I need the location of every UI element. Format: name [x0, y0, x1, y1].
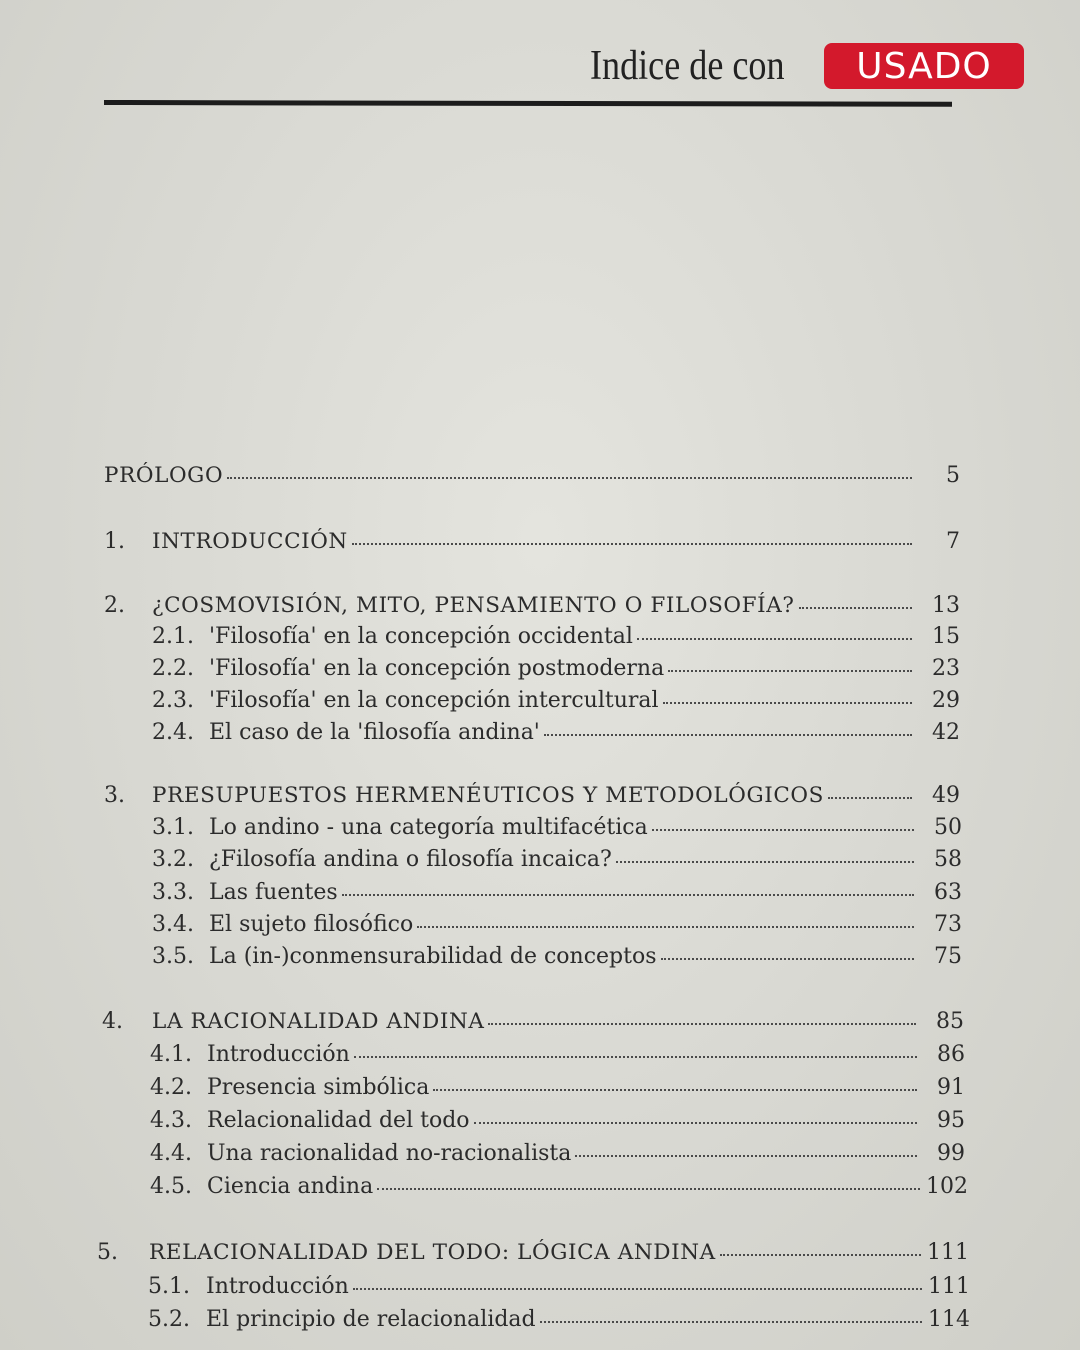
toc-page-number: 49: [932, 783, 960, 808]
toc-page-number: 102: [926, 1174, 968, 1199]
page-header-title: Indice de con: [590, 43, 785, 89]
toc-entry-number: 4.: [102, 1009, 123, 1034]
toc-section-entry: [152, 685, 960, 717]
toc-leader-dots: [377, 1188, 920, 1190]
toc-page-number: 23: [932, 656, 960, 681]
toc-section-entry: [150, 1105, 965, 1137]
toc-entry-number: 3.1.: [152, 815, 194, 840]
toc-page-number: 85: [936, 1009, 964, 1034]
toc-entry-number: 4.4.: [150, 1141, 192, 1166]
toc-page-number: 13: [932, 593, 960, 618]
toc-entry-number: 3.2.: [152, 847, 194, 872]
toc-entry-number: 4.2.: [150, 1075, 192, 1100]
toc-leader-dots: [652, 829, 914, 831]
toc-section-entry: [150, 1171, 968, 1203]
toc-entry-title: Presencia simbólica: [207, 1075, 430, 1100]
toc-leader-dots: [488, 1023, 916, 1025]
header-rule: [104, 100, 952, 107]
toc-entry-title: Introducción: [206, 1274, 349, 1299]
toc-entry-number: 5.2.: [148, 1307, 190, 1332]
toc-section-entry: [152, 877, 962, 909]
toc-leader-dots: [720, 1254, 921, 1256]
toc-entry-title: Ciencia andina: [207, 1174, 374, 1199]
toc-leader-dots: [352, 543, 912, 545]
toc-page-number: 75: [934, 944, 962, 969]
used-badge: USADO: [824, 43, 1024, 89]
toc-chapter-entry: [104, 590, 960, 622]
toc-entry-number: 2.4.: [152, 720, 194, 745]
toc-page-number: 50: [934, 815, 962, 840]
toc-page-number: 58: [934, 847, 962, 872]
toc-entry-title: El principio de relacionalidad: [206, 1307, 536, 1332]
toc-entry-title: Una racionalidad no-racionalista: [207, 1141, 572, 1166]
toc-entry-title: 'Filosofía' en la concepción intercultural: [209, 688, 659, 713]
toc-page-number: 5: [946, 463, 960, 488]
toc-section-entry: [152, 653, 960, 685]
toc-entry-number: 5.1.: [148, 1274, 190, 1299]
toc-page-number: 63: [934, 880, 962, 905]
toc-leader-dots: [661, 958, 915, 960]
toc-leader-dots: [828, 797, 912, 799]
toc-entry-title: ¿COSMOVISIÓN, MITO, PENSAMIENTO O FILOSOFÍA?: [152, 593, 795, 618]
toc-page-number: 86: [937, 1042, 965, 1067]
toc-entry-number: 3.3.: [152, 880, 194, 905]
toc-page-number: 91: [937, 1075, 965, 1100]
toc-leader-dots: [616, 861, 914, 863]
toc-entry-number: 2.3.: [152, 688, 194, 713]
toc-leader-dots: [353, 1288, 922, 1290]
toc-entry-title: PRÓLOGO: [104, 463, 224, 488]
toc-entry-number: 3.5.: [152, 944, 194, 969]
toc-entry-number: 4.3.: [150, 1108, 192, 1133]
toc-leader-dots: [663, 702, 912, 704]
toc-section-entry: [148, 1304, 970, 1336]
toc-page-number: 29: [932, 688, 960, 713]
toc-entry-title: LA RACIONALIDAD ANDINA: [152, 1009, 485, 1034]
toc-entry-title: 'Filosofía' en la concepción postmoderna: [209, 656, 665, 681]
toc-entry-title: Introducción: [207, 1042, 350, 1067]
toc-leader-dots: [637, 638, 912, 640]
toc-page-number: 7: [946, 529, 960, 554]
toc-entry-title: Lo andino - una categoría multifacética: [209, 815, 648, 840]
toc-entry-number: 3.: [104, 783, 125, 808]
toc-entry-number: 2.: [104, 593, 125, 618]
toc-page-number: 15: [932, 624, 960, 649]
toc-section-entry: [152, 621, 960, 653]
toc-entry-number: 5.: [97, 1240, 118, 1265]
toc-entry-title: RELACIONALIDAD DEL TODO: LÓGICA ANDINA: [149, 1240, 716, 1265]
toc-chapter-entry: [104, 526, 960, 558]
toc-chapter-entry: [97, 1237, 969, 1269]
toc-section-entry: [152, 909, 962, 941]
toc-entry-title: La (in-)conmensurabilidad de conceptos: [209, 944, 657, 969]
toc-entry-title: El caso de la 'filosofía andina': [209, 720, 540, 745]
toc-entry-title: El sujeto filosófico: [209, 912, 414, 937]
toc-leader-dots: [433, 1089, 917, 1091]
toc-entry-title: 'Filosofía' en la concepción occidental: [209, 624, 633, 649]
toc-leader-dots: [540, 1321, 922, 1323]
toc-entry-title: Relacionalidad del todo: [207, 1108, 470, 1133]
toc-section-entry: [152, 941, 962, 973]
toc-chapter-entry: [102, 1006, 964, 1038]
toc-leader-dots: [417, 926, 914, 928]
toc-page-number: 42: [932, 720, 960, 745]
toc-entry-title: PRESUPUESTOS HERMENÉUTICOS Y METODOLÓGICOS: [152, 783, 824, 808]
toc-section-entry: [152, 812, 962, 844]
toc-page-number: 73: [934, 912, 962, 937]
toc-leader-dots: [799, 607, 913, 609]
toc-section-entry: [150, 1072, 965, 1104]
toc-leader-dots: [544, 734, 912, 736]
toc-page-number: 95: [937, 1108, 965, 1133]
toc-page-number: 114: [928, 1307, 970, 1332]
toc-section-entry: [148, 1271, 970, 1303]
toc-leader-dots: [575, 1155, 917, 1157]
toc-entry-number: 2.2.: [152, 656, 194, 681]
toc-section-entry: [152, 717, 960, 749]
toc-leader-dots: [668, 670, 912, 672]
toc-leader-dots: [474, 1122, 917, 1124]
toc-entry-number: 4.5.: [150, 1174, 192, 1199]
toc-entry-title: Las fuentes: [209, 880, 338, 905]
toc-entry-title: INTRODUCCIÓN: [152, 529, 348, 554]
toc-entry-number: 4.1.: [150, 1042, 192, 1067]
toc-entry-number: 3.4.: [152, 912, 194, 937]
toc-entry-number: 1.: [104, 529, 125, 554]
toc-entry-title: ¿Filosofía andina o filosofía incaica?: [209, 847, 612, 872]
toc-page-number: 111: [928, 1274, 970, 1299]
toc-section-entry: [150, 1138, 965, 1170]
toc-section-entry: [150, 1039, 965, 1071]
toc-leader-dots: [342, 894, 914, 896]
toc-leader-dots: [227, 477, 912, 479]
toc-page-number: 111: [927, 1240, 969, 1265]
toc-chapter-entry: [104, 460, 960, 492]
toc-chapter-entry: [104, 780, 960, 812]
toc-entry-number: 2.1.: [152, 624, 194, 649]
toc-page-number: 99: [937, 1141, 965, 1166]
toc-section-entry: [152, 844, 962, 876]
toc-leader-dots: [354, 1056, 917, 1058]
